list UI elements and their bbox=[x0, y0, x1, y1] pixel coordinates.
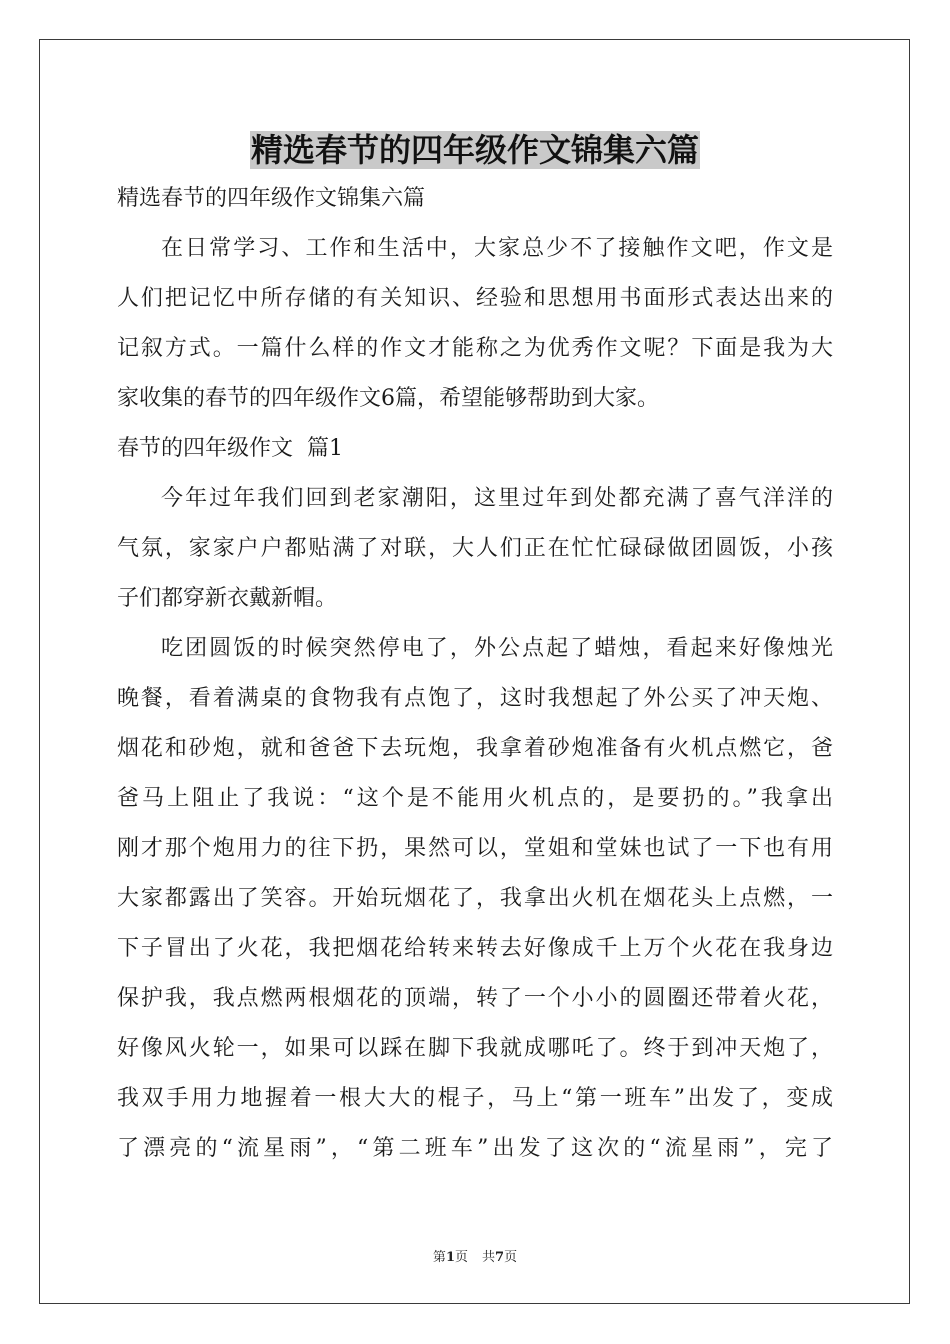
para2-line-5: 刚才那个炮用力的往下扔，果然可以，堂姐和堂妹也试了一下也有用 bbox=[117, 836, 833, 861]
para2-line-8: 保护我，我点燃两根烟花的顶端，转了一个小小的圆圈还带着火花， bbox=[117, 986, 833, 1011]
footer-page-suffix: 页 bbox=[454, 1250, 468, 1265]
para2-line-2: 晚餐，看着满桌的食物我有点饱了，这时我想起了外公买了冲天炮、 bbox=[117, 686, 833, 711]
para2-line-11: 了漂亮的“流星雨”，“第二班车”出发了这次的“流星雨”，完了 bbox=[117, 1136, 833, 1161]
document-title bbox=[117, 126, 833, 174]
intro-line-4: 家收集的春节的四年级作文6篇，希望能够帮助到大家。 bbox=[117, 386, 659, 411]
footer-page-number: 1 bbox=[445, 1250, 455, 1265]
para2-line-1: 吃团圆饭的时候突然停电了，外公点起了蜡烛，看起来好像烛光 bbox=[161, 636, 833, 661]
footer-total-prefix: 共 bbox=[482, 1250, 496, 1265]
section-heading: 春节的四年级作文 篇1 bbox=[117, 436, 343, 461]
page-frame bbox=[39, 39, 910, 1304]
para2-line-4: 爸马上阻止了我说：“这个是不能用火机点的，是要扔的。”我拿出 bbox=[117, 786, 833, 811]
para2-line-10: 我双手用力地握着一根大大的棍子，马上“第一班车”出发了，变成 bbox=[117, 1086, 833, 1111]
intro-line-1: 在日常学习、工作和生活中，大家总少不了接触作文吧，作文是 bbox=[161, 236, 833, 261]
intro-line-2: 人们把记忆中所存储的有关知识、经验和思想用书面形式表达出来的 bbox=[117, 286, 833, 311]
para1-line-1: 今年过年我们回到老家潮阳，这里过年到处都充满了喜气洋洋的 bbox=[161, 486, 833, 511]
footer-total-pages: 7 bbox=[495, 1250, 505, 1265]
para2-line-7: 下子冒出了火花，我把烟花给转来转去好像成千上万个火花在我身边 bbox=[117, 936, 833, 961]
footer-page-prefix: 第 bbox=[432, 1250, 446, 1265]
para1-line-3: 子们都穿新衣戴新帽。 bbox=[117, 586, 338, 611]
para1-line-2: 气氛，家家户户都贴满了对联，大人们正在忙忙碌碌做团圆饭，小孩 bbox=[117, 536, 833, 561]
para2-line-6: 大家都露出了笑容。开始玩烟花了，我拿出火机在烟花头上点燃，一 bbox=[117, 886, 833, 911]
para2-line-9: 好像风火轮一，如果可以踩在脚下我就成哪吒了。终于到冲天炮了， bbox=[117, 1036, 833, 1061]
document-subtitle: 精选春节的四年级作文锦集六篇 bbox=[117, 186, 426, 211]
page-footer bbox=[0, 1246, 950, 1265]
document-title-text: 精选春节的四年级作文锦集六篇 bbox=[250, 131, 699, 169]
para2-line-3: 烟花和砂炮，就和爸爸下去玩炮，我拿着砂炮准备有火机点燃它，爸 bbox=[117, 736, 833, 761]
footer-total-suffix: 页 bbox=[504, 1250, 518, 1265]
intro-line-3: 记叙方式。一篇什么样的作文才能称之为优秀作文呢？下面是我为大 bbox=[117, 336, 833, 361]
